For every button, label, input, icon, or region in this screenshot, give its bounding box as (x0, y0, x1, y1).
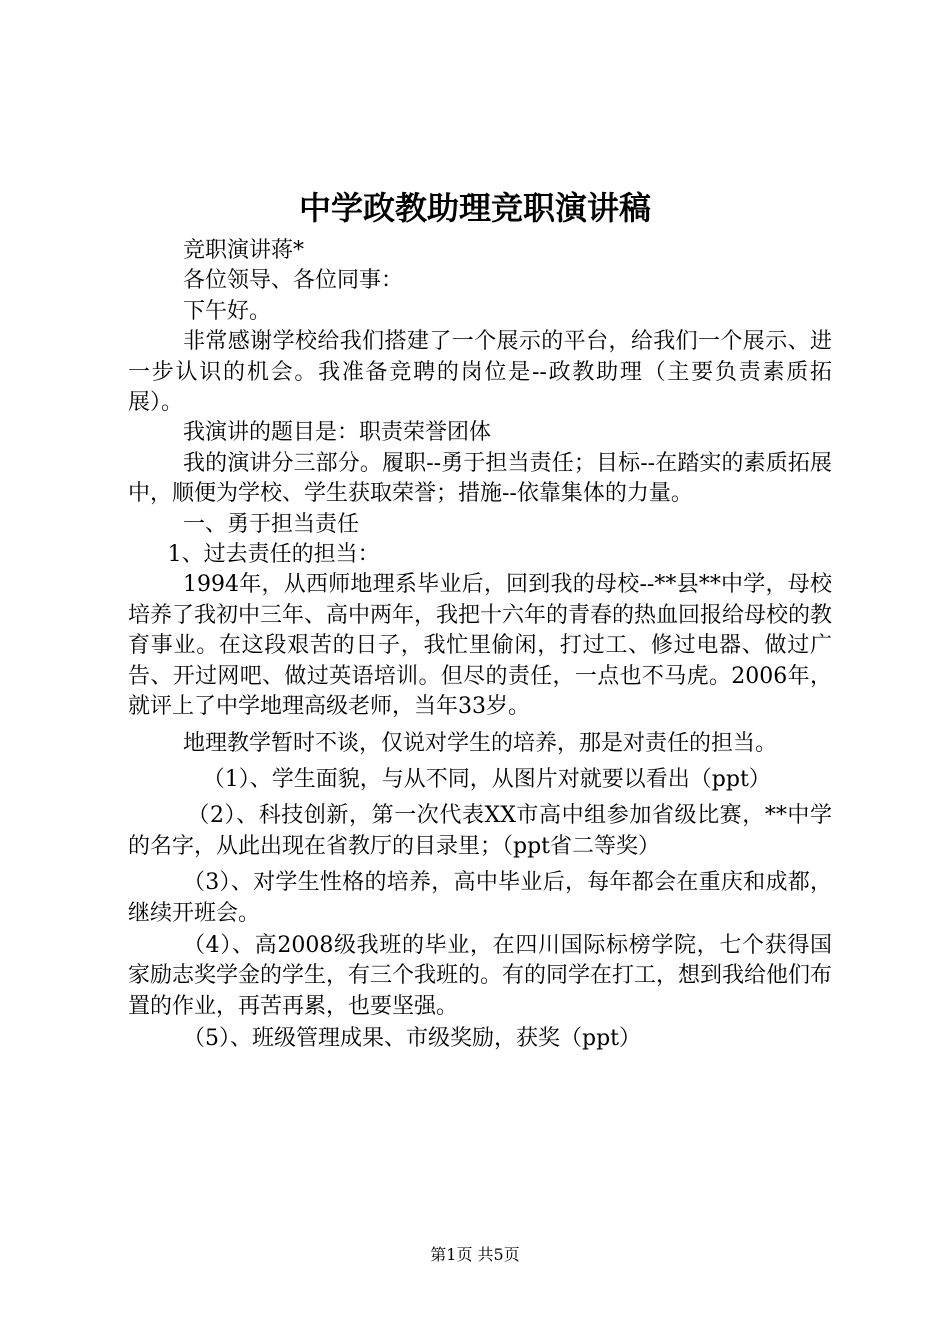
list-item-1: （1）、学生面貌，与从不同，从图片对就要以看出（ppt） (202, 766, 771, 792)
paragraph-responsibility: 地理教学暂时不谈，仅说对学生的培养，那是对责任的担当。 (183, 730, 778, 756)
paragraph-speaker-line: 竞职演讲蒋* (183, 238, 305, 263)
list-item-3: （3）、对学生性格的培养，高中毕业后，每年都会在重庆和成都，继续开班会。 (128, 870, 832, 926)
list-item-2: （2）、科技创新，第一次代表XX市高中组参加省级比赛，**中学的名字，从此出现在省教厅的目录里；（ppt省二等奖） (128, 803, 832, 859)
subsection-heading-1: 1、过去责任的担当： (167, 542, 380, 568)
paragraph-topic: 我演讲的题目是：职责荣誉团体 (183, 420, 492, 446)
paragraph-intro: 非常感谢学校给我们搭建了一个展示的平台，给我们一个展示、进一步认识的机会。我准备竞聘的岗位是--政教助理（主要负责素质拓展）。 (128, 329, 832, 416)
section-heading-1: 一、勇于担当责任 (183, 511, 360, 537)
document-title: 中学政教助理竞职演讲稿 (298, 189, 651, 227)
page-footer: 第1页 共5页 (430, 1245, 520, 1264)
document-body (128, 236, 832, 1055)
paragraph-outline: 我的演讲分三部分。履职--勇于担当责任；目标--在踏实的素质拓展中，顺便为学校、学生获取荣誉；措施--依靠集体的力量。 (128, 450, 832, 507)
list-item-4: （4）、高2008级我班的毕业，在四川国际标榜学院，七个获得国家励志奖学金的学生，有三个我班的。有的同学在打工，想到我给他们布置的作业，再苦再累，也要坚强。 (128, 932, 833, 1019)
paragraph-experience: 1994年，从西师地理系毕业后，回到我的母校--**县**中学，母校培养了我初中三年、高中两年，我把十六年的青春的热血回报给母校的教育事业。在这段艰苦的日子，我忙里偷闲，打过工、修过电器、做过广告、开过网吧、做过英语培训。但尽的责任，一点也不马虎。2006年，就评上了中学地理高级老师，当年33岁。 (128, 572, 833, 720)
paragraph-greeting: 下午好。 (183, 298, 272, 324)
list-item-5: （5）、班级管理成果、市级奖励，获奖（ppt） (183, 1026, 642, 1052)
paragraph-salutation: 各位领导、各位同事： (183, 268, 404, 294)
